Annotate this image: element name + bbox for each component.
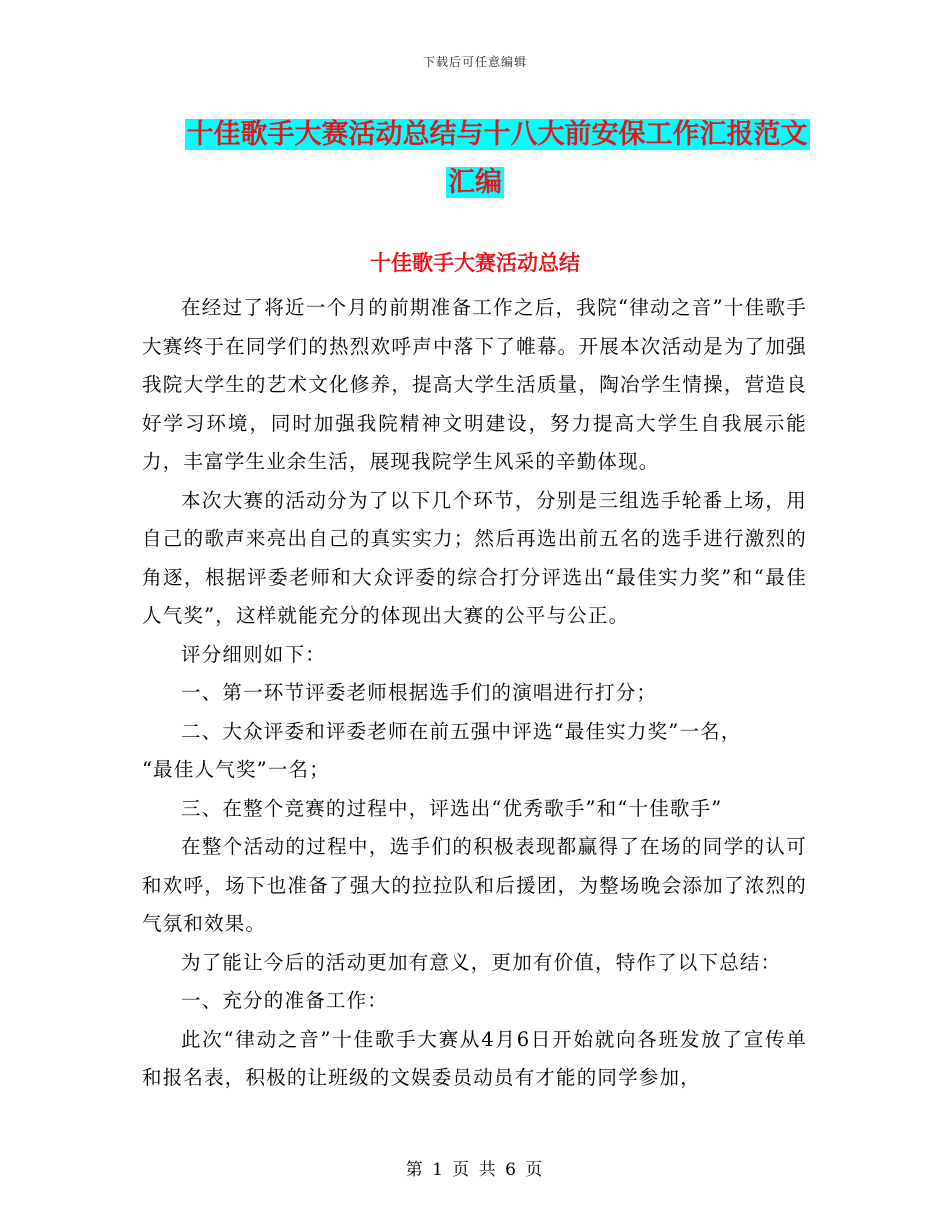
paragraph: 本次大赛的活动分为了以下几个环节，分别是三组选手轮番上场，用自己的歌声来亮出自己的真实实力；然后再选出前五名的选手进行激烈的角逐，根据评委老师和大众评委的综合打分评选出“最佳实力奖”和“最佳人气奖”，这样就能充分的体现出大赛的公平与公正。: [142, 488, 807, 627]
paragraph: “最佳人气奖”一名；: [142, 758, 330, 781]
document-title: [0, 112, 950, 206]
paragraph: 三、在整个竞赛的过程中，评选出“优秀歌手”和“十佳歌手”: [181, 796, 723, 820]
paragraph: 在经过了将近一个月的前期准备工作之后，我院“律动之音”十佳歌手大赛终于在同学们的热烈欢呼声中落下了帷幕。开展本次活动是为了加强我院大学生的艺术文化修养，提高大学生活质量，陶冶学生情操，营造良好学习环境，同时加强我院精神文明建设，努力提高大学生自我展示能力，丰富学生业余生活，展现我院学生风采的辛勤体现。: [142, 296, 807, 473]
section-title: 十佳歌手大赛活动总结: [370, 251, 580, 275]
paragraph: 二、大众评委和评委老师在前五强中评选“最佳实力奖”一名，: [181, 719, 742, 743]
paragraph: 此次“律动之音”十佳歌手大赛从4月6日开始就向各班发放了宣传单和报名表，积极的让班级的文娱委员动员有才能的同学参加，: [142, 1027, 807, 1089]
paragraph: 为了能让今后的活动更加有意义，更加有价值，特作了以下总结：: [181, 950, 782, 974]
document-title-line-2: 汇编: [448, 167, 502, 198]
header-note: 下载后可任意编辑: [422, 55, 527, 69]
paragraph: 一、充分的准备工作：: [181, 989, 389, 1012]
document-body: [142, 289, 807, 1098]
document-title-line-1: 十佳歌手大赛活动总结与十八大前安保工作汇报范文: [186, 119, 808, 150]
paragraph: 在整个活动的过程中，选手们的积极表现都赢得了在场的同学的认可和欢呼，场下也准备了强大的拉拉队和后援团，为整场晚会添加了浓烈的气氛和效果。: [142, 835, 807, 935]
paragraph: 一、第一环节评委老师根据选手们的演唱进行打分；: [181, 681, 658, 704]
page-number-footer: 第 1 页 共 6 页: [405, 1160, 545, 1180]
paragraph: 评分细则如下：: [181, 642, 326, 666]
